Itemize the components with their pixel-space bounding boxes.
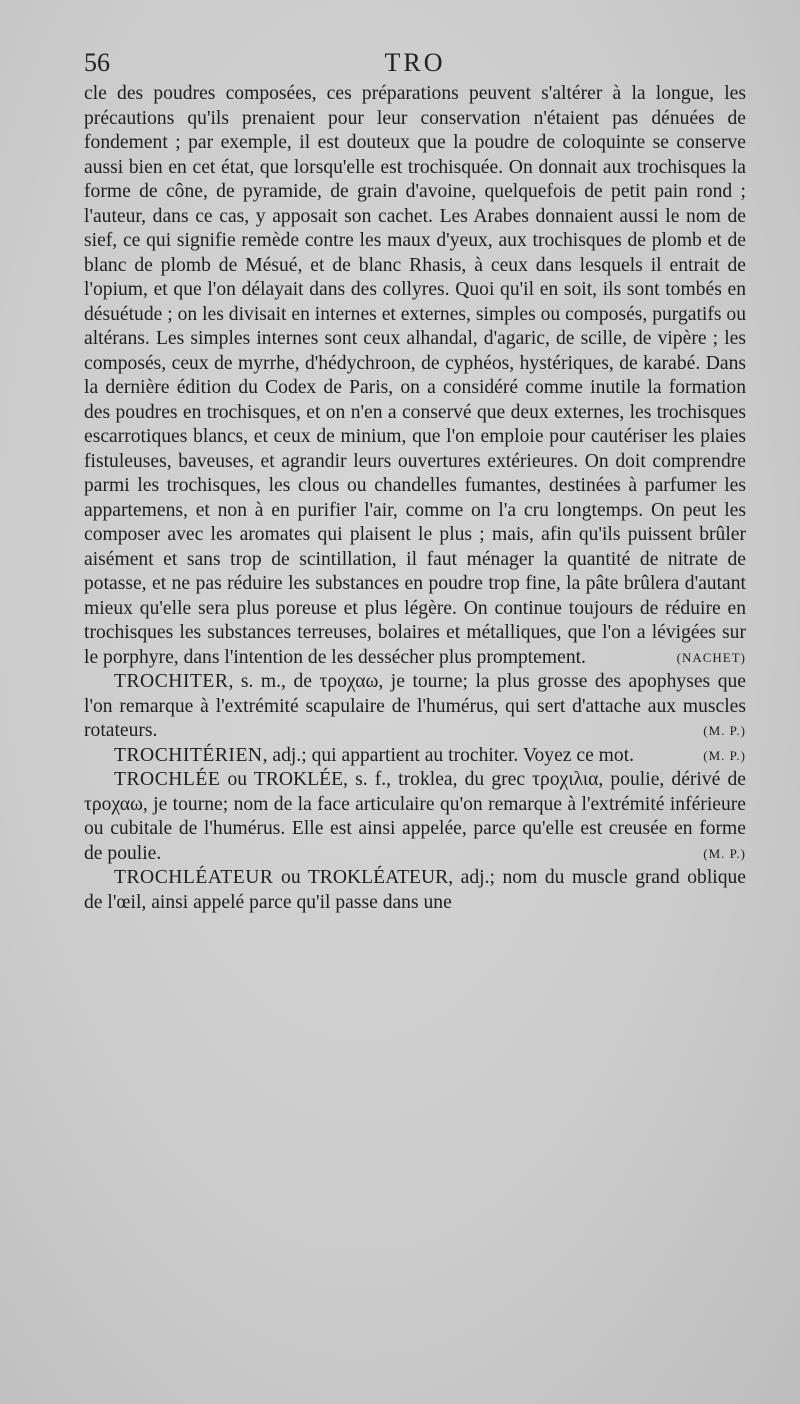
source-signature: (NACHET) — [676, 649, 746, 665]
entry-trochiterien — [84, 744, 746, 769]
continuation-text: cle des poudres composées, ces préparations peuvent s'altérer à la longue, les précautions qu'ils prenaient pour leur conservation n'étaient pas dénuées de fondement ; par exemple, il est douteux que la poudre de coloquinte se conserve aussi bien en cet état, que lorsqu'elle est trochisquée. On donnait aux trochisques la forme de cône, de pyramide, de grain d'avoine, quelquefois de petit pain rond ; l'auteur, dans ce cas, y apposait son cachet. Les Arabes donnaient aussi le nom de sief, ce qui signifie remède contre les maux d'yeux, aux trochisques de plomb et de blanc de plomb de Mésué, et de blanc Rhasis, à ceux dans lesquels il entrait de l'opium, et que l'on délayait dans des collyres. Quoi qu'il en soit, ils sont tombés en désuétude ; on les divisait en internes et externes, simples ou composés, purgatifs ou altérans. Les simples internes sont ceux alhandal, d'agaric, de scille, de vipère ; les composés, ceux de myrrhe, d'hédychroon, de cyphéos, hystériques, de karabé. Dans la dernière édition du Codex de Paris, on a considéré comme inutile la formation des poudres en trochisques, et on n'en a conservé que deux externes, les trochisques escarrotiques blancs, et ceux de minium, que l'on emploie pour cautériser les plaies fistuleuses, baveuses, et agrandir leurs ouvertures extérieures. On doit comprendre parmi les trochisques, les clous ou chandelles fumantes, destinées à parfumer les appartemens, et non à en purifier l'air, comme on l'a cru longtemps. On peut les composer avec les aromates qui plaisent le plus ; mais, afin qu'ils puissent brûler aisément et sans trop de scintillation, il faut ménager la quantité de nitrate de potasse, et ne pas réduire les substances en poudre trop fine, la pâte brûlera d'autant mieux qu'elle sera plus poreuse et plus légère. On continue toujours de réduire en trochisques les substances terreuses, bolaires et métalliques, que l'on a lévigées sur le porphyre, dans l'intention de les dessécher plus promptement. — [84, 83, 746, 668]
entry-text: , adj.; qui appartient au trochiter. Voyez ce mot. — [262, 744, 635, 766]
source-signature: (M. P.) — [703, 845, 746, 861]
entry-trochleateur — [84, 866, 746, 915]
page-number: 56 — [84, 48, 110, 77]
entry-headword: TROCHLÉE — [114, 769, 221, 790]
page-header — [84, 46, 746, 80]
entry-trochiter — [84, 670, 746, 744]
source-signature: (M. P.) — [703, 723, 746, 738]
entry-text: ou TROKLÉE, s. f., troklea, du grec τροχιλια, poulie, dérivé de τροχαω, je tourne; nom de la face articulaire qu'on remarque à l'extrémité inférieure ou cubitale de l'humérus. Elle est ainsi appelée, parce qu'elle est creusée en forme de poulie. — [84, 769, 746, 864]
entry-trochlee — [84, 768, 746, 866]
entry-headword: TROCHITÉRIEN — [114, 744, 263, 766]
entry-headword: TROCHLÉATEUR — [114, 867, 274, 888]
entry-headword: TROCHITER — [114, 671, 229, 692]
continuation-paragraph — [84, 82, 746, 670]
page-body — [84, 82, 746, 915]
source-signature: (M. P.) — [703, 747, 746, 763]
running-head: TRO — [384, 48, 446, 77]
entry-text: ou TROKLÉATEUR, adj.; nom du muscle grand oblique de l'œil, ainsi appelé parce qu'il passe dans une — [84, 867, 746, 913]
entry-text: , s. m., de τροχαω, je tourne; la plus grosse des apophyses que l'on remarque à l'extrémité scapulaire de l'humérus, qui sert d'attache aux muscles rotateurs. — [84, 671, 746, 741]
